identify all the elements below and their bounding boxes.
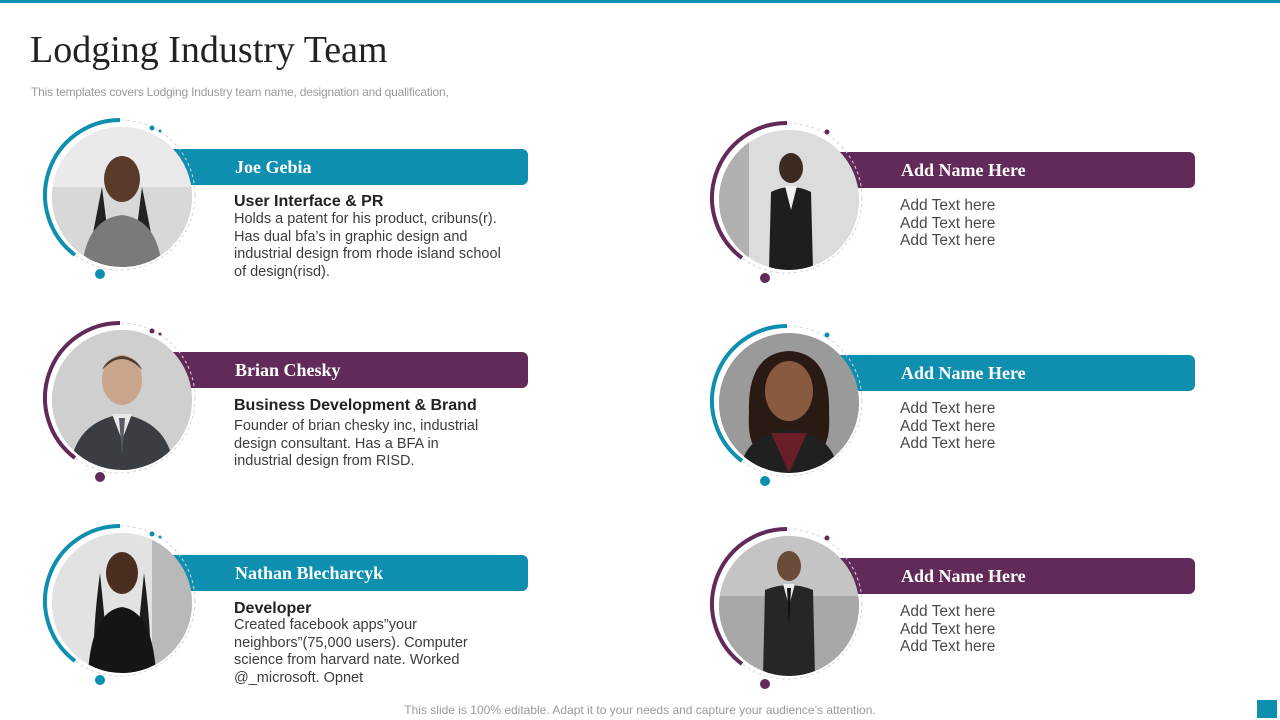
- page-title: Lodging Industry Team: [30, 29, 388, 71]
- photo-frame: [707, 321, 867, 481]
- member-role: Business Development & Brand: [234, 397, 477, 414]
- photo-frame: [707, 118, 867, 278]
- member-name: Joe Gebia: [235, 157, 312, 177]
- corner-marker: [1257, 700, 1277, 718]
- name-bar: [825, 355, 1195, 391]
- page-subtitle: This templates covers Lodging Industry team name, designation and qualification,: [31, 85, 449, 99]
- member-role: Developer: [234, 600, 312, 617]
- member-photo: [719, 130, 859, 270]
- member-photo: [719, 536, 859, 676]
- footer-note: This slide is 100% editable. Adapt it to your needs and capture your audience’s attention.: [404, 703, 876, 717]
- member-description: Founder of brian chesky inc, industrial design consultant. Has a BFA in industrial design from RISD.: [234, 418, 479, 469]
- member-name: Add Name Here: [901, 160, 1026, 180]
- member-photo: [719, 333, 859, 473]
- text-line: Add Text here: [900, 214, 996, 232]
- member-name: Add Name Here: [901, 363, 1026, 383]
- photo-frame: [40, 521, 200, 681]
- member-card-2: [40, 318, 540, 488]
- member-photo: [52, 330, 192, 470]
- text-line: Add Text here: [900, 232, 996, 249]
- member-role: User Interface & PR: [234, 193, 384, 210]
- photo-frame: [40, 318, 200, 478]
- top-accent-bar: [0, 0, 1280, 3]
- name-bar: [825, 558, 1195, 594]
- placeholder-text: [900, 197, 995, 250]
- name-bar: [825, 152, 1195, 188]
- member-name: Add Name Here: [901, 566, 1026, 586]
- placeholder-text: [900, 400, 995, 453]
- member-name: Brian Chesky: [235, 360, 341, 380]
- text-line: Add Text here: [900, 400, 996, 417]
- member-photo: [52, 533, 192, 673]
- name-bar: [158, 149, 528, 185]
- text-line: Add Text here: [900, 417, 996, 435]
- member-card-1: [40, 115, 540, 285]
- text-line: Add Text here: [900, 603, 996, 620]
- placeholder-text: [900, 603, 995, 656]
- text-line: Add Text here: [900, 638, 996, 655]
- photo-frame: [40, 115, 200, 275]
- member-description: Holds a patent for his product, cribuns(r). Has dual bfa’s in graphic design and industrial design from rhode island school of design(risd).: [234, 211, 501, 280]
- text-line: Add Text here: [900, 435, 996, 452]
- photo-frame: [707, 524, 867, 684]
- member-photo: [52, 127, 192, 267]
- member-name: Nathan Blecharcyk: [235, 563, 384, 583]
- member-card-5: [707, 321, 1207, 491]
- text-line: Add Text here: [900, 620, 996, 638]
- name-bar: [158, 352, 528, 388]
- name-bar: [158, 555, 528, 591]
- member-card-4: [707, 118, 1207, 288]
- member-description: Created facebook apps”your neighbors”(75,000 users). Computer science from harvard nate. Worked @_microsoft. Opnet: [234, 617, 468, 686]
- member-card-3: [40, 521, 540, 691]
- member-card-6: [707, 524, 1207, 694]
- text-line: Add Text here: [900, 197, 996, 214]
